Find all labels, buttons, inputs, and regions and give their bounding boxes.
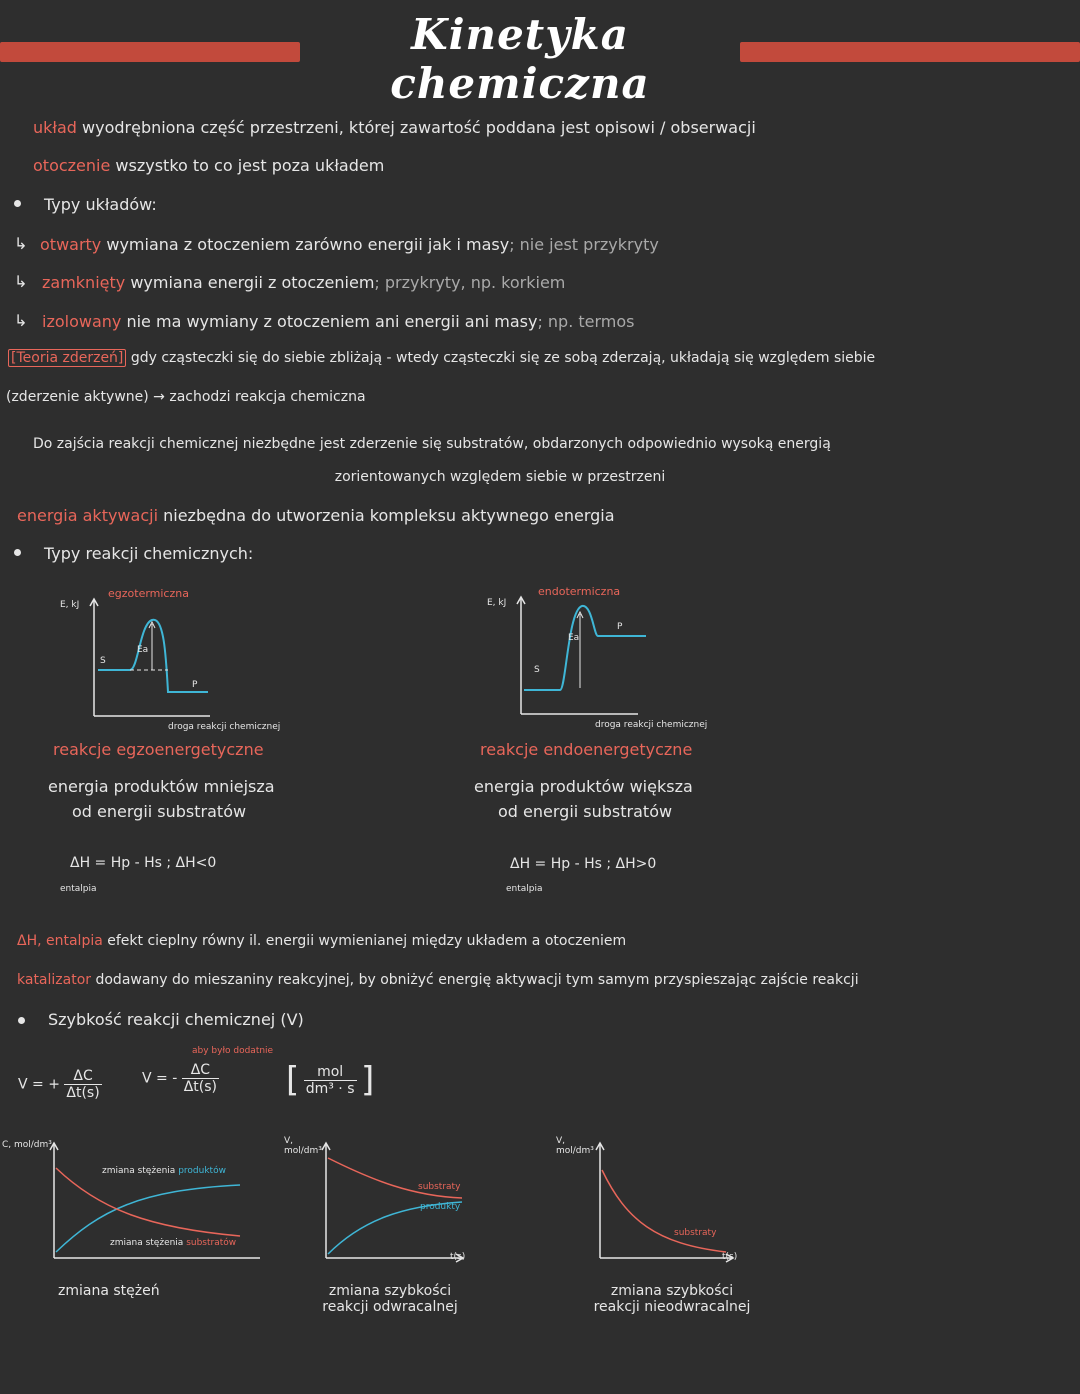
catalyst-def <box>17 972 859 988</box>
endo-axis-x: droga reakcji chemicznej <box>595 720 708 730</box>
rate-unit-fraction <box>304 1064 357 1097</box>
def-otoczenie <box>33 156 384 175</box>
type-def: nie ma wymiany z otoczeniem ani energii ani masy <box>126 312 538 331</box>
endo-p-label: P <box>617 622 623 632</box>
graph1 <box>40 1140 270 1270</box>
rate-note: aby było dodatnie <box>192 1046 274 1056</box>
type-def: wymiana energii z otoczeniem <box>130 273 375 292</box>
def-otoczenie-text: wszystko to co jest poza układem <box>115 156 385 175</box>
arrow-return-icon: ↳ <box>14 272 28 291</box>
bullet-icon <box>18 1017 25 1024</box>
rate-fraction-2 <box>182 1062 219 1095</box>
arrow-return-icon: ↳ <box>14 234 28 253</box>
exo-axis-x: droga reakcji chemicznej <box>168 722 281 732</box>
graph2-caption-1: zmiana szybkości <box>328 1283 452 1299</box>
type-term: otwarty <box>40 235 102 254</box>
rate-formula-1 <box>18 1068 102 1101</box>
catalyst-text: dodawany do mieszaniny reakcyjnej, by obniżyć energię aktywacji tym samym przyspieszając zajście reakcji <box>95 972 859 988</box>
rate-header: Szybkość reakcji chemicznej (V) <box>48 1010 304 1029</box>
type-otwarty <box>40 235 659 254</box>
theory-text: gdy cząsteczki się do siebie zbliżają - wtedy cząsteczki się ze sobą zderzają, układają się względem siebie <box>130 350 876 366</box>
def-uklad-term: układ <box>33 118 77 137</box>
exo-label: egzotermiczna <box>108 587 189 600</box>
endo-entalpia: entalpia <box>506 884 543 894</box>
graph1-label-bottom-b: substratów <box>186 1238 237 1248</box>
graph3-axis-x: t(s) <box>722 1252 738 1262</box>
header-banner-right <box>740 42 1080 62</box>
graph2-caption-2: reakcji odwracalnej <box>322 1299 458 1315</box>
reaction-types-header: Typy reakcji chemicznych: <box>44 544 254 563</box>
arrow-return-icon: ↳ <box>14 311 28 330</box>
exo-heading: reakcje egzoenergetyczne <box>53 740 264 759</box>
exo-axis-y: E, kJ <box>60 600 80 610</box>
graph1-label-bottom-a: zmiana stężenia <box>110 1238 184 1248</box>
rate-unit: [ $\frac{\text{mol}}{\text{dm³ · s}}$ ] <box>286 1060 375 1100</box>
graph2-label-substraty: substraty <box>418 1182 461 1192</box>
activation-term: energia aktywacji <box>17 506 159 525</box>
graph1-label-bottom <box>110 1238 236 1248</box>
endo-axis-y: E, kJ <box>487 598 507 608</box>
graph3-caption-1: zmiana szybkości <box>610 1283 734 1299</box>
type-izolowany <box>42 312 635 331</box>
theory-term: [Teoria zderzeń] <box>8 349 126 367</box>
exo-desc1: energia produktów mniejsza <box>48 777 275 796</box>
types-header: Typy układów: <box>44 195 157 214</box>
endo-heading: reakcje endoenergetyczne <box>480 740 693 759</box>
endo-s-label: S <box>534 665 540 675</box>
activation-text: niezbędna do utworzenia kompleksu aktywnego energia <box>163 506 615 525</box>
endo-label: endotermiczna <box>538 585 621 598</box>
header-banner-left <box>0 42 300 62</box>
condition-line1: Do zajścia reakcji chemicznej niezbędne jest zderzenie się substratów, obdarzonych odpowiednio wysoką energią <box>33 436 831 452</box>
catalyst-term: katalizator <box>17 972 92 988</box>
type-term: izolowany <box>42 312 122 331</box>
graph3-caption-2: reakcji nieodwracalnej <box>593 1299 751 1315</box>
bullet-icon <box>14 200 21 207</box>
theory-line2: (zderzenie aktywne) → zachodzi reakcja chemiczna <box>6 389 366 405</box>
graph2-axis-x: t(s) <box>450 1252 466 1262</box>
type-note: ; nie jest przykryty <box>509 235 659 254</box>
endo-desc2: od energii substratów <box>498 802 673 821</box>
graph1-label-top <box>102 1166 226 1176</box>
graph1-label-top-a: zmiana stężenia <box>102 1166 176 1176</box>
rate-fraction-1 <box>64 1068 101 1101</box>
rate-num: ΔC <box>182 1062 219 1079</box>
rate-den: Δt(s) <box>183 1079 218 1095</box>
rate-unit-den: dm³ · s <box>305 1080 355 1097</box>
enthalpy-term: ΔH, entalpia <box>17 933 103 949</box>
def-uklad <box>33 118 756 137</box>
graph1-label-top-b: produktów <box>178 1166 226 1176</box>
def-uklad-text: wyodrębniona część przestrzeni, której zawartość poddana jest opisowi / obserwacji <box>82 118 756 137</box>
enthalpy-text: efekt cieplny równy il. energii wymienianej między układem a otoczeniem <box>107 933 627 949</box>
rate-formula-2 <box>142 1062 219 1095</box>
condition-line2: zorientowanych względem siebie w przestrzeni <box>334 469 666 485</box>
endo-formula: ΔH = Hp - Hs ; ΔH>0 <box>510 856 657 872</box>
endo-desc1: energia produktów większa <box>474 777 693 796</box>
type-note: ; np. termos <box>537 312 635 331</box>
graph2-axis-y: V, mol/dm³ <box>284 1136 322 1156</box>
graph3-substrate-curve <box>602 1170 726 1252</box>
enthalpy-def <box>17 933 626 949</box>
graph3-axis-y: V, mol/dm³ <box>556 1136 594 1156</box>
endo-ea-label: Ea <box>568 633 580 643</box>
graph2 <box>312 1140 492 1270</box>
rate-num: ΔC <box>64 1068 101 1085</box>
type-zamkniety <box>42 273 565 292</box>
type-note: ; przykryty, np. korkiem <box>374 273 566 292</box>
exo-desc2: od energii substratów <box>72 802 247 821</box>
endo-curve <box>524 606 646 690</box>
def-otoczenie-term: otoczenie <box>33 156 111 175</box>
activation-def <box>17 506 615 525</box>
rate-v1-lhs: V = + <box>18 1076 60 1093</box>
rate-unit-num: mol <box>304 1064 357 1081</box>
exo-ea-label: Ea <box>137 645 149 655</box>
bullet-icon <box>14 549 21 556</box>
exo-formula: ΔH = Hp - Hs ; ΔH<0 <box>70 855 217 871</box>
graph1-substrate-curve <box>56 1168 240 1236</box>
graph2-caption <box>290 1283 490 1315</box>
rate-den: Δt(s) <box>66 1085 100 1101</box>
exo-entalpia: entalpia <box>60 884 97 894</box>
exo-p-label: P <box>192 680 198 690</box>
graph3-label-substraty: substraty <box>674 1228 717 1238</box>
graph1-caption: zmiana stężeń <box>58 1283 160 1299</box>
exo-s-label: S <box>100 656 106 666</box>
type-def: wymiana z otoczeniem zarówno energii jak i masy <box>106 235 510 254</box>
graph1-axis-y: C, mol/dm³ <box>2 1140 52 1150</box>
graph2-substrate-curve <box>328 1158 462 1198</box>
graph2-label-produkty: produkty <box>420 1202 461 1212</box>
rate-v2-lhs: V = - <box>142 1070 178 1087</box>
graph3 <box>586 1140 766 1270</box>
page-title: Kinetyka chemiczna <box>390 10 650 108</box>
theory-line1 <box>8 350 875 366</box>
type-term: zamknięty <box>42 273 126 292</box>
graph3-caption <box>572 1283 772 1315</box>
